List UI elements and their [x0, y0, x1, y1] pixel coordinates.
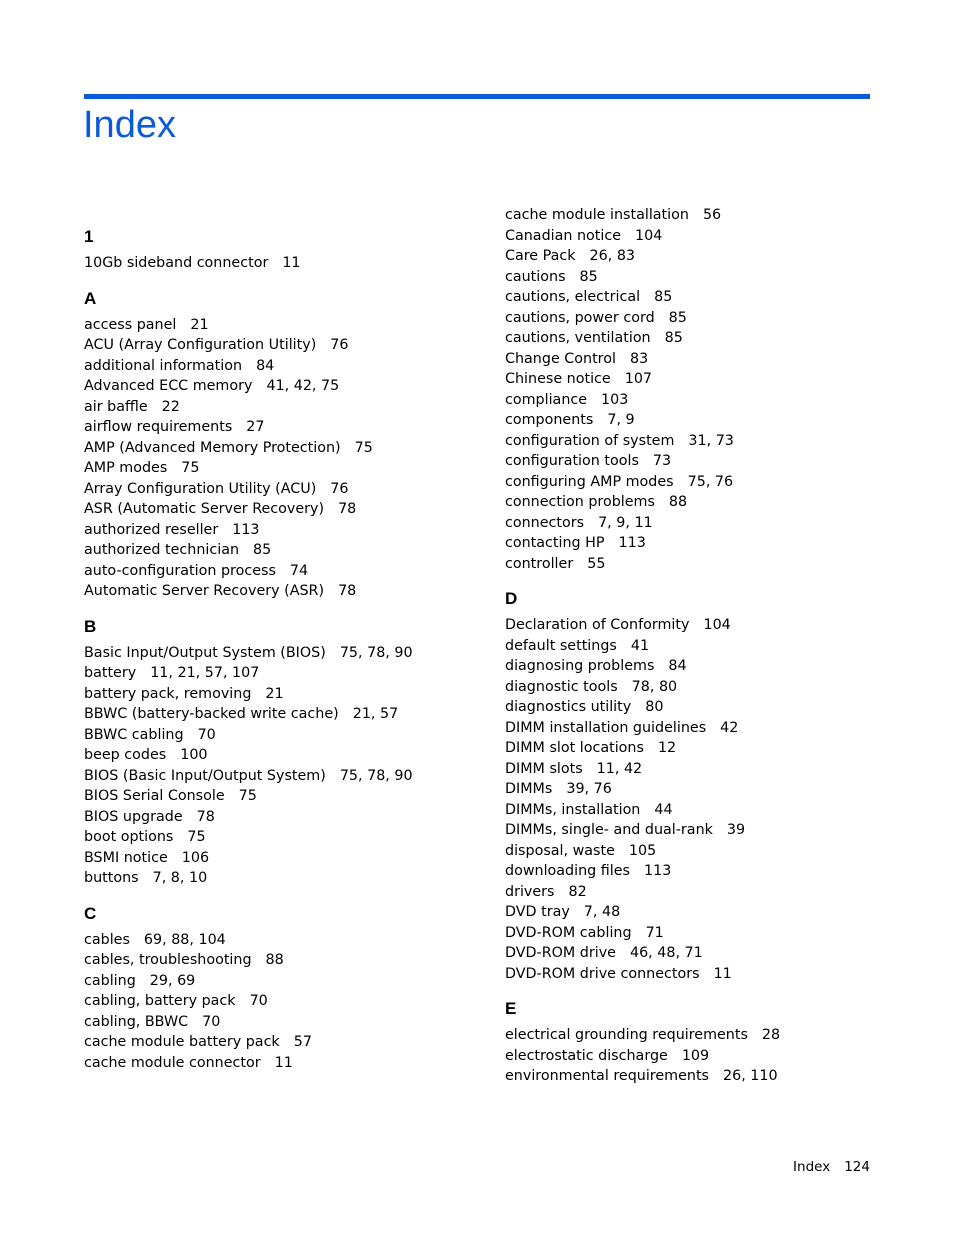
- index-entry: [505, 1066, 905, 1087]
- index-term: ASR (Automatic Server Recovery): [84, 501, 325, 517]
- index-entry: [84, 520, 484, 541]
- index-entry: [84, 786, 484, 807]
- index-term: DIMM slots: [505, 760, 583, 777]
- index-entry: [505, 492, 905, 513]
- index-group-letter: 1: [84, 227, 94, 246]
- index-page-links[interactable]: 113: [618, 535, 646, 551]
- index-page-links[interactable]: 42: [720, 719, 739, 736]
- index-entry: [84, 581, 484, 602]
- index-term: configuration of system: [505, 432, 675, 449]
- index-page-links[interactable]: 31, 73: [688, 432, 734, 449]
- index-page-links[interactable]: 11: [282, 255, 301, 271]
- index-term: DVD tray: [505, 904, 570, 920]
- index-page-links[interactable]: 113: [644, 863, 672, 879]
- index-group-letter: D: [505, 589, 518, 608]
- index-page-links[interactable]: 69, 88, 104: [143, 931, 226, 948]
- index-term: disposal, waste: [505, 842, 615, 859]
- index-page-links[interactable]: 75: [187, 829, 206, 845]
- index-page-links[interactable]: 39, 76: [566, 781, 612, 797]
- index-term: DVD-ROM cabling: [505, 924, 632, 941]
- index-term: electrostatic discharge: [505, 1047, 668, 1064]
- index-page-links[interactable]: 26, 83: [589, 248, 636, 264]
- index-term: controller: [505, 555, 574, 572]
- index-term: AMP modes: [84, 460, 168, 476]
- index-page-links[interactable]: 104: [703, 617, 731, 633]
- index-term: DIMM installation guidelines: [505, 719, 707, 736]
- index-term: airflow requirements: [84, 419, 233, 435]
- index-entry: [84, 663, 484, 684]
- index-entry: [84, 540, 484, 561]
- index-page-links[interactable]: 75, 76: [687, 473, 734, 490]
- index-term: DVD-ROM drive: [505, 945, 616, 961]
- index-term: diagnostic tools: [505, 678, 618, 695]
- index-entry: [505, 718, 905, 739]
- index-page-links[interactable]: 7, 8, 10: [152, 870, 208, 886]
- index-term: cautions, electrical: [505, 289, 641, 305]
- index-term: BIOS Serial Console: [84, 788, 225, 804]
- index-entry: [505, 738, 905, 759]
- index-entry: [84, 848, 484, 869]
- index-term: authorized technician: [84, 542, 240, 558]
- index-page-links[interactable]: 70: [249, 993, 268, 1009]
- index-term: beep codes: [84, 747, 167, 763]
- index-entry: [505, 902, 905, 923]
- index-term: drivers: [505, 883, 555, 900]
- index-page-links[interactable]: 74: [289, 562, 309, 579]
- index-term: auto-configuration process: [84, 562, 276, 579]
- index-group-letter: C: [84, 903, 97, 923]
- index-term: Basic Input/Output System (BIOS): [84, 644, 326, 661]
- index-entry: [505, 964, 905, 985]
- index-page-links[interactable]: 39: [726, 822, 746, 838]
- index-term: diagnosing problems: [505, 658, 655, 674]
- index-entry-list: [84, 643, 484, 889]
- index-term: downloading files: [505, 863, 631, 879]
- index-term: configuration tools: [505, 453, 639, 469]
- index-page-links[interactable]: 12: [657, 740, 677, 756]
- index-page-links[interactable]: 76: [330, 337, 349, 353]
- index-entry: [84, 458, 484, 479]
- index-entry: [505, 861, 905, 882]
- index-entry: [84, 315, 484, 336]
- index-term: cautions: [505, 268, 566, 285]
- index-term: electrical grounding requirements: [505, 1027, 748, 1043]
- index-page-links[interactable]: 75: [181, 460, 200, 476]
- index-entry: [505, 615, 905, 636]
- index-page-links[interactable]: 41, 42, 75: [266, 378, 340, 394]
- index-page-links[interactable]: 82: [568, 883, 587, 900]
- index-term: DIMM slot locations: [505, 740, 644, 756]
- index-entry: [84, 1053, 484, 1074]
- index-entry: [84, 745, 484, 766]
- index-page-links[interactable]: 41: [630, 637, 650, 654]
- index-page-links[interactable]: 44: [654, 801, 673, 818]
- index-term: DIMMs: [505, 781, 553, 797]
- index-entry: [505, 267, 905, 288]
- index-page-links[interactable]: 57: [293, 1034, 312, 1050]
- index-entry: [505, 800, 905, 821]
- index-term: BBWC cabling: [84, 726, 184, 743]
- index-entry: [505, 431, 905, 452]
- index-entry: [84, 991, 484, 1012]
- index-entry: [505, 472, 905, 493]
- index-page-links[interactable]: 84: [668, 658, 687, 674]
- index-entry: [505, 636, 905, 657]
- page-title: Index: [83, 104, 176, 146]
- index-page-links[interactable]: 106: [181, 849, 210, 866]
- index-term: cache module connector: [84, 1054, 261, 1071]
- index-page-links[interactable]: 88: [265, 952, 284, 968]
- index-term: 10Gb sideband connector: [84, 255, 269, 271]
- index-term: components: [505, 412, 594, 428]
- index-page-links[interactable]: 70: [197, 726, 216, 743]
- index-term: Canadian notice: [505, 227, 622, 244]
- index-term: Array Configuration Utility (ACU): [84, 480, 317, 497]
- index-page-links[interactable]: 80: [645, 699, 664, 715]
- index-page-links[interactable]: 21, 57: [352, 706, 399, 722]
- index-term: Automatic Server Recovery (ASR): [84, 583, 325, 599]
- index-page-links[interactable]: 46, 48, 71: [629, 945, 703, 961]
- index-term: BIOS upgrade: [84, 808, 183, 825]
- index-entry: [505, 841, 905, 862]
- index-entry: [84, 479, 484, 500]
- index-entry: [505, 369, 905, 390]
- index-page-links[interactable]: 70: [202, 1013, 221, 1030]
- index-page-links[interactable]: 75: [354, 439, 373, 456]
- index-term: cache module battery pack: [84, 1034, 280, 1050]
- index-term: cables: [84, 931, 130, 948]
- index-term: cabling, battery pack: [84, 993, 236, 1009]
- index-page-links[interactable]: 78, 80: [631, 678, 678, 695]
- index-entry: [505, 759, 905, 780]
- index-entry: [505, 677, 905, 698]
- index-entry: [84, 1032, 484, 1053]
- index-entry: [84, 253, 484, 274]
- index-term: authorized reseller: [84, 521, 219, 538]
- index-page-links[interactable]: 85: [579, 268, 598, 285]
- index-entry: [84, 397, 484, 418]
- index-entry-list: [505, 1025, 905, 1087]
- index-entry-list: [84, 253, 484, 274]
- index-entry: [505, 820, 905, 841]
- index-entry: [84, 684, 484, 705]
- index-entry: [84, 499, 484, 520]
- index-page-links[interactable]: 7, 48: [583, 904, 621, 920]
- index-entry: [505, 697, 905, 718]
- index-entry: [84, 438, 484, 459]
- index-page-links[interactable]: 100: [180, 747, 208, 763]
- index-page-links[interactable]: 88: [668, 494, 688, 510]
- index-group-letter: E: [505, 999, 517, 1018]
- index-term: Care Pack: [505, 248, 576, 264]
- index-entry: [505, 246, 905, 267]
- index-term: air baffle: [84, 398, 148, 415]
- continued-entries: [505, 205, 905, 574]
- index-term: AMP (Advanced Memory Protection): [84, 439, 341, 456]
- page-footer: [793, 1158, 870, 1176]
- index-entry: [84, 704, 484, 725]
- index-entry: [84, 950, 484, 971]
- footer-section: Index: [793, 1159, 831, 1175]
- index-term: battery: [84, 665, 137, 681]
- index-term: BBWC (battery-backed write cache): [84, 706, 339, 722]
- index-column-right: [505, 205, 905, 1096]
- index-page-links[interactable]: 71: [645, 924, 664, 941]
- index-term: cabling, BBWC: [84, 1013, 189, 1030]
- index-page-links[interactable]: 7, 9: [607, 412, 635, 428]
- index-term: cables, troubleshooting: [84, 952, 252, 968]
- index-column-left: [84, 221, 484, 1082]
- index-entry: [505, 554, 905, 575]
- index-term: battery pack, removing: [84, 685, 252, 702]
- index-term: environmental requirements: [505, 1068, 709, 1084]
- index-entry: [505, 349, 905, 370]
- index-term: BIOS (Basic Input/Output System): [84, 767, 326, 784]
- index-entry: [84, 766, 484, 787]
- index-entry: [84, 827, 484, 848]
- index-group-letter: B: [84, 616, 97, 636]
- index-entry: [505, 451, 905, 472]
- index-entry: [505, 779, 905, 800]
- index-term: Declaration of Conformity: [505, 617, 690, 633]
- title-rule: [84, 94, 870, 99]
- index-page-links[interactable]: 113: [232, 521, 260, 538]
- index-term: Change Control: [505, 350, 616, 367]
- index-entry: [505, 923, 905, 944]
- index-page-links[interactable]: 11: [274, 1054, 293, 1071]
- index-page-links[interactable]: 85: [664, 330, 683, 346]
- index-entry: [84, 725, 484, 746]
- index-entry: [84, 930, 484, 951]
- index-entry: [505, 308, 905, 329]
- index-page-links[interactable]: 85: [654, 289, 673, 305]
- index-page-links[interactable]: 103: [601, 391, 629, 408]
- index-term: DIMMs, single- and dual-rank: [505, 822, 713, 838]
- index-entry: [84, 417, 484, 438]
- index-page-links[interactable]: 27: [246, 419, 265, 435]
- index-page-links[interactable]: 76: [330, 480, 349, 497]
- index-entry: [84, 356, 484, 377]
- index-group: [84, 611, 484, 889]
- index-entry: [84, 335, 484, 356]
- index-entry: [84, 1012, 484, 1033]
- index-entry-list: [84, 930, 484, 1074]
- index-term: DIMMs, installation: [505, 801, 641, 818]
- index-page-links[interactable]: 83: [629, 350, 649, 367]
- index-entry: [505, 226, 905, 247]
- index-group: [505, 583, 905, 984]
- index-entry: [505, 410, 905, 431]
- index-entry: [505, 943, 905, 964]
- index-term: cabling: [84, 972, 136, 989]
- index-entry: [505, 287, 905, 308]
- index-entry: [505, 513, 905, 534]
- index-term: diagnostics utility: [505, 699, 632, 715]
- index-entry: [505, 533, 905, 554]
- index-page-links[interactable]: 56: [702, 207, 722, 223]
- index-term: compliance: [505, 391, 588, 408]
- index-term: Chinese notice: [505, 371, 611, 387]
- index-term: DVD-ROM drive connectors: [505, 965, 700, 982]
- index-term: cautions, power cord: [505, 309, 655, 326]
- footer-page-number: 124: [844, 1159, 870, 1175]
- index-entry: [505, 882, 905, 903]
- index-term: Advanced ECC memory: [84, 378, 253, 394]
- index-term: ACU (Array Configuration Utility): [84, 337, 317, 353]
- index-entry: [505, 1025, 905, 1046]
- index-term: connectors: [505, 514, 585, 531]
- index-page-links[interactable]: 29, 69: [149, 972, 196, 989]
- index-page-links[interactable]: 105: [628, 842, 657, 859]
- index-page-links[interactable]: 75, 78, 90: [339, 767, 413, 784]
- index-entry: [84, 868, 484, 889]
- index-entry: [505, 390, 905, 411]
- index-page-links[interactable]: 21: [190, 316, 209, 333]
- index-page-links[interactable]: 11, 21, 57, 107: [150, 665, 260, 681]
- index-term: configuring AMP modes: [505, 473, 674, 490]
- index-page-links[interactable]: 85: [668, 309, 687, 326]
- index-page-links[interactable]: 85: [253, 542, 272, 558]
- index-page-links[interactable]: 7, 9, 11: [598, 514, 653, 531]
- index-page-links[interactable]: 55: [587, 555, 606, 572]
- index-term: access panel: [84, 316, 177, 333]
- index-page-links[interactable]: 78: [196, 808, 215, 825]
- index-page-links[interactable]: 104: [635, 227, 663, 244]
- index-page-links[interactable]: 11, 42: [596, 760, 643, 777]
- index-page-links[interactable]: 75: [238, 788, 257, 804]
- index-term: buttons: [84, 870, 139, 886]
- index-term: cache module installation: [505, 207, 689, 223]
- index-term: default settings: [505, 637, 617, 654]
- index-term: additional information: [84, 357, 243, 374]
- index-entry: [84, 376, 484, 397]
- index-page-links[interactable]: 84: [256, 357, 275, 374]
- index-page-links[interactable]: 22: [161, 398, 180, 415]
- index-page-links[interactable]: 75, 78, 90: [339, 644, 413, 661]
- index-term: cautions, ventilation: [505, 330, 651, 346]
- index-page-links[interactable]: 26, 110: [723, 1068, 778, 1084]
- index-entry: [84, 643, 484, 664]
- index-page-links[interactable]: 21: [265, 685, 284, 702]
- index-term: BSMI notice: [84, 849, 168, 866]
- index-group: [505, 993, 905, 1087]
- index-entry: [84, 971, 484, 992]
- index-entry: [84, 561, 484, 582]
- index-page-links[interactable]: 73: [652, 453, 672, 469]
- index-page-links[interactable]: 78: [338, 583, 357, 599]
- index-page-links[interactable]: 107: [624, 371, 653, 387]
- index-entry-list: [505, 615, 905, 984]
- index-entry: [505, 1046, 905, 1067]
- index-term: boot options: [84, 829, 174, 845]
- index-term: contacting HP: [505, 535, 605, 551]
- index-page-links[interactable]: 109: [681, 1047, 710, 1064]
- index-entry: [505, 328, 905, 349]
- index-page-links[interactable]: 28: [761, 1027, 781, 1043]
- index-entry: [505, 656, 905, 677]
- index-entry: [505, 205, 905, 226]
- index-page-links[interactable]: 11: [713, 965, 732, 982]
- index-group: [84, 898, 484, 1074]
- index-term: connection problems: [505, 494, 655, 510]
- index-entry-list: [84, 315, 484, 602]
- index-entry: [84, 807, 484, 828]
- index-group: [84, 221, 484, 274]
- index-group-letter: A: [84, 288, 97, 308]
- index-group: [84, 283, 484, 602]
- index-page-links[interactable]: 78: [338, 501, 357, 517]
